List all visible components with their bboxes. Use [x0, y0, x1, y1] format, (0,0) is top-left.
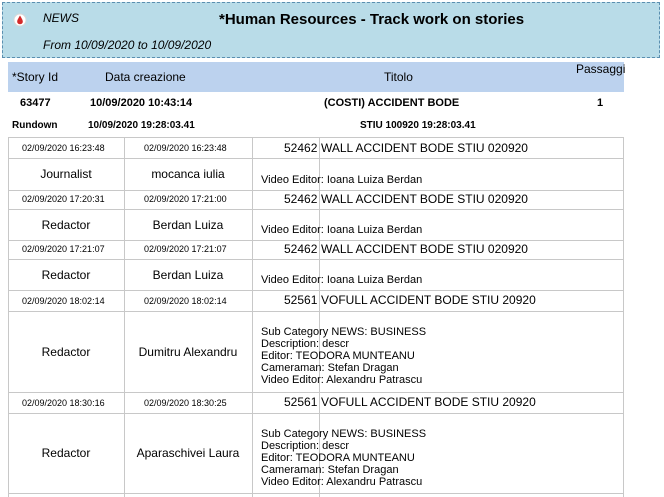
entry-story-id: 52462	[284, 141, 318, 155]
entry-role: Redactor	[41, 446, 91, 460]
entry-person: Berdan Luiza	[152, 268, 224, 282]
entry-story-id: 52561	[284, 395, 318, 409]
entry-details	[261, 224, 422, 236]
entry-title: VOFULL ACCIDENT BODE STIU 20920	[321, 395, 536, 409]
entry-date-start: 02/09/2020 18:30:16	[22, 398, 105, 408]
entry-title: WALL ACCIDENT BODE STIU 020920	[321, 192, 528, 206]
entry-person: Berdan Luiza	[152, 218, 224, 232]
detail-line: Description: descr	[261, 338, 350, 350]
red-drop-logo-icon	[13, 13, 27, 27]
entry-story-id: 52561	[284, 293, 318, 307]
entry-person: Aparaschivei Laura	[136, 446, 240, 460]
entry-role: Redactor	[41, 218, 91, 232]
story-id: 63477	[20, 97, 51, 109]
story-title: (COSTI) ACCIDENT BODE	[324, 97, 460, 109]
detail-line: Cameraman: Stefan Dragan	[261, 362, 399, 374]
entry-date-start: 02/09/2020 18:02:14	[22, 296, 105, 306]
detail-line: Video Editor: Alexandru Patrascu	[261, 476, 423, 488]
entry-date-start: 02/09/2020 17:20:31	[22, 194, 105, 204]
history-table	[8, 137, 624, 497]
entry-title: VOFULL ACCIDENT BODE STIU 20920	[321, 293, 536, 307]
entry-role: Redactor	[41, 345, 91, 359]
column-passaggi: Passaggi	[576, 62, 626, 76]
entry-date-end: 02/09/2020 18:30:25	[144, 398, 227, 408]
entry-date-end: 02/09/2020 18:02:14	[144, 296, 227, 306]
entry-details	[261, 274, 422, 286]
date-range: From 10/09/2020 to 10/09/2020	[43, 38, 212, 52]
entry-details	[261, 326, 426, 386]
report-header	[2, 2, 660, 58]
rundown-date: 10/09/2020 19:28:03.41	[88, 120, 195, 131]
detail-line: Cameraman: Stefan Dragan	[261, 464, 399, 476]
detail-line: Editor: TEODORA MUNTEANU	[261, 452, 415, 464]
entry-details	[261, 174, 422, 186]
rundown-label: Rundown	[12, 120, 58, 131]
detail-line: Sub Category NEWS: BUSINESS	[261, 326, 427, 338]
column-header-bar	[8, 62, 624, 92]
report-title: *Human Resources - Track work on stories	[219, 11, 525, 28]
detail-line: Editor: TEODORA MUNTEANU	[261, 350, 415, 362]
entry-story-id: 52462	[284, 192, 318, 206]
story-passaggi: 1	[597, 97, 604, 109]
rundown-title: STIU 100920 19:28:03.41	[360, 120, 476, 131]
column-data-creazione: Data creazione	[105, 70, 186, 84]
entry-date-start: 02/09/2020 16:23:48	[22, 143, 105, 153]
detail-line: Sub Category NEWS: BUSINESS	[261, 428, 427, 440]
detail-line: Video Editor: Alexandru Patrascu	[261, 374, 423, 386]
entry-date-start: 02/09/2020 17:21:07	[22, 244, 105, 254]
entry-role: Redactor	[41, 268, 91, 282]
column-story-id: *Story Id	[12, 70, 59, 84]
entry-date-end: 02/09/2020 16:23:48	[144, 143, 227, 153]
detail-line: Video Editor: Ioana Luiza Berdan	[261, 224, 423, 236]
detail-line: Description: descr	[261, 440, 350, 452]
entry-title: WALL ACCIDENT BODE STIU 020920	[321, 242, 528, 256]
entry-title: WALL ACCIDENT BODE STIU 020920	[321, 141, 528, 155]
detail-line: Video Editor: Ioana Luiza Berdan	[261, 174, 423, 186]
column-titolo: Titolo	[384, 70, 413, 84]
detail-line: Video Editor: Ioana Luiza Berdan	[261, 274, 423, 286]
entry-role: Journalist	[40, 167, 92, 181]
entry-person: mocanca iulia	[151, 167, 225, 181]
section-label: NEWS	[43, 11, 79, 25]
story-date: 10/09/2020 10:43:14	[90, 97, 193, 109]
entry-date-end: 02/09/2020 17:21:00	[144, 194, 227, 204]
entry-date-end: 02/09/2020 17:21:07	[144, 244, 227, 254]
entry-person: Dumitru Alexandru	[138, 345, 238, 359]
entry-story-id: 52462	[284, 242, 318, 256]
entry-details	[261, 428, 426, 488]
